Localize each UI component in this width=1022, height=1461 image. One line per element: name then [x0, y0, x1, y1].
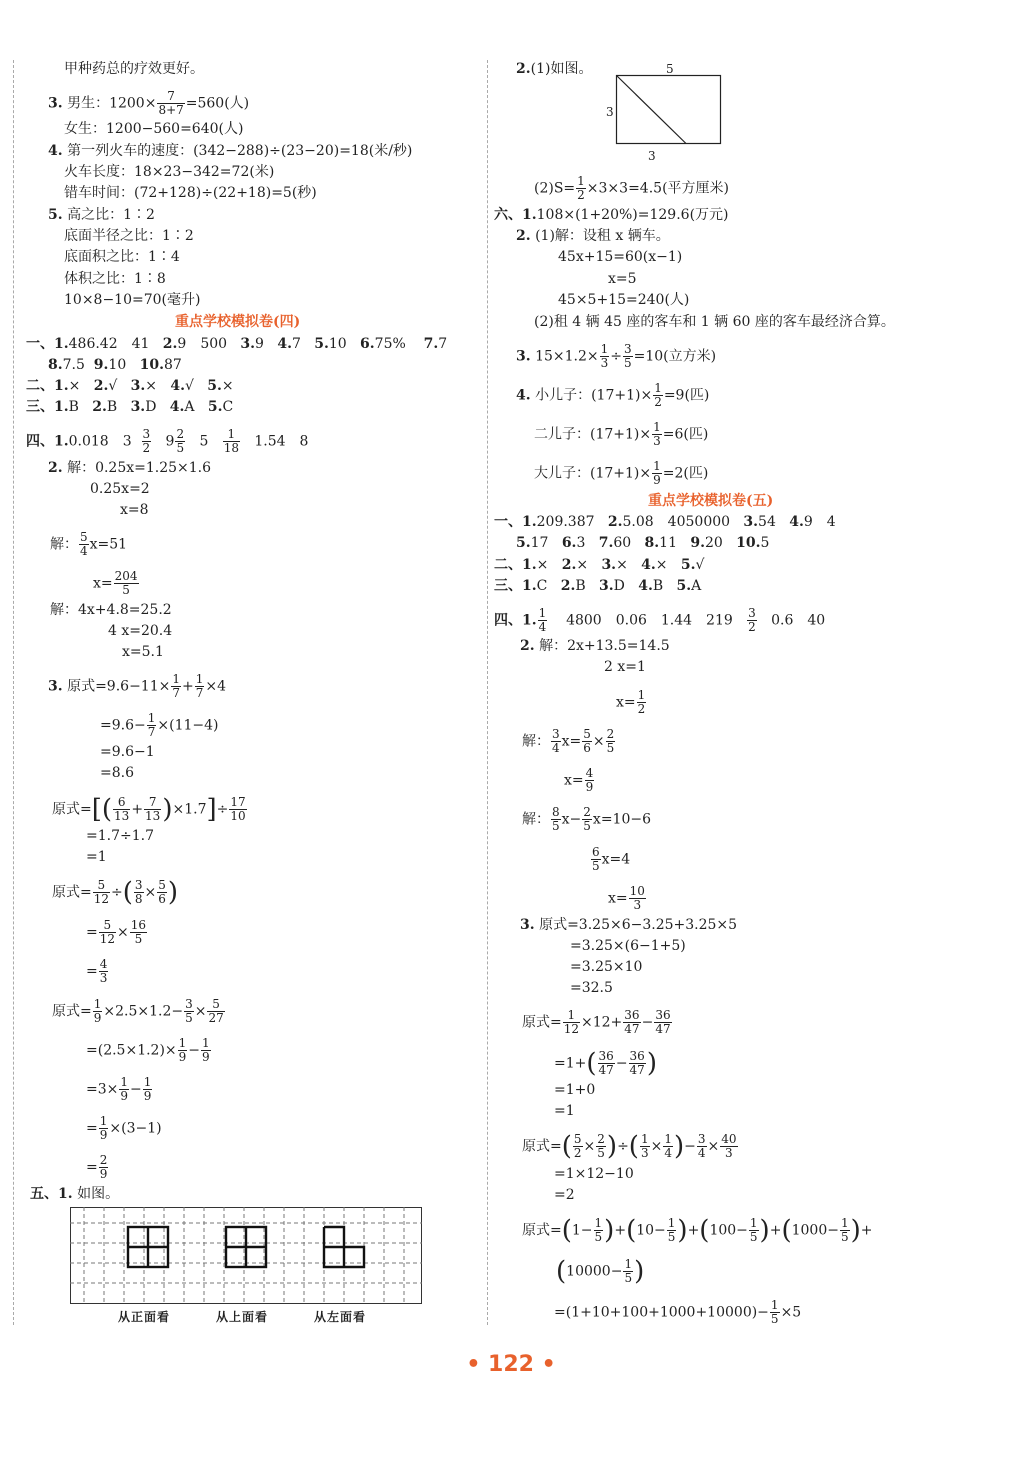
calc-line: =9.6−1 [100, 744, 155, 760]
eq-line: 2. 解：2x+13.5=14.5 [520, 638, 670, 654]
section-6-q4-youngest: 4. 小儿子：(17+1)× $\frac{1}{2}$ =9(匹) [516, 381, 710, 409]
answer-5-height: 5. 高之比：1∶2 [48, 207, 155, 223]
section-6-q2: 2. (1)解：设租 x 辆车。 [516, 228, 670, 244]
answer-4-time: 错车时间：(72+128)÷(22+18)=5(秒) [64, 185, 317, 201]
section-1-answers-cont: 8.7.5 9.10 10.87 [48, 357, 182, 373]
caption-front-view: 从正面看 [118, 1310, 171, 1324]
calc-line: 原式=(1− $\frac{1}{5}$ )+(10− $\frac{1}{5}$ )+(100− $\frac{1}{5}$ )+(1000− $\frac{1}{5}$ )+ [522, 1215, 873, 1246]
calc-line: =9.6− $\frac{1}{7}$ ×(11−4) [100, 711, 219, 739]
eq-line: $\frac{6}{5}$ x=4 [592, 845, 631, 873]
eq-line: x=5.1 [122, 644, 164, 660]
eq-line: x=5 [608, 271, 637, 287]
answer-4-speed: 4. 第一列火车的速度：(342−288)÷(23−20)=18(米/秒) [48, 143, 413, 159]
calc-line: 3. 原式=3.25×6−3.25+3.25×5 [520, 917, 738, 933]
calc-line: =(2.5×1.2)× $\frac{1}{9}$ − $\frac{1}{9}$ [86, 1036, 210, 1064]
answer-3-girls: 女生：1200−560=640(人) [64, 121, 244, 137]
page-number: • 122 • [466, 1352, 556, 1377]
calc-line: =2 [554, 1187, 575, 1203]
answer-5-area: 底面积之比：1∶4 [64, 249, 180, 265]
eq-line: 0.25x=2 [90, 481, 150, 497]
calc-line: =1+( $\frac{36}{47}$ − $\frac{36}{47}$ ) [554, 1048, 657, 1079]
calc-line: 原式= $\frac{1}{12}$ ×12+ $\frac{36}{47}$ − $\frac{36}{47}$ [522, 1008, 671, 1036]
calc-line: = $\frac{1}{9}$ ×(3−1) [86, 1114, 162, 1142]
section-4-answers: 四、1.0.018 3 $\frac{3}{2}$ 9 $\frac{2}{5}$ 5 $\frac{1}{18}$ 1.54 8 [26, 427, 309, 455]
eq-line: 解： $\frac{5}{4}$ x=51 [50, 530, 128, 558]
section-6-q1: 六、1.108×(1+20%)=129.6(万元) [494, 207, 729, 223]
answer-5-volume: 体积之比：1∶8 [64, 271, 166, 287]
eq-line: x= $\frac{10}{3}$ [608, 884, 645, 912]
calc-line: =1 [86, 849, 107, 865]
caption-top-view: 从上面看 [216, 1310, 269, 1324]
answer-2-figure: 2.(1)如图。 [516, 61, 593, 77]
calc-line: = $\frac{5}{12}$ × $\frac{16}{5}$ [86, 918, 147, 946]
calc-line: =32.5 [570, 980, 613, 996]
section-6-q4-second: 二儿子：(17+1)× $\frac{1}{3}$ =6(匹) [534, 420, 709, 448]
t-section-1-answers-cont: 5.17 6.3 7.60 8.11 9.20 10.5 [516, 535, 770, 551]
eq-line: 解： $\frac{3}{4}$ x= $\frac{5}{6}$ × $\frac{2}{5}$ [522, 727, 615, 755]
calc-line: 原式= $\frac{5}{12}$ ÷( $\frac{3}{8}$ × $\frac{5}{6}$ ) [52, 877, 179, 908]
right-column [490, 0, 1022, 1330]
eq-line: x=8 [120, 502, 149, 518]
eq-line: 2 x=1 [604, 659, 646, 675]
calc-line: =1.7÷1.7 [86, 828, 154, 844]
calc-line: (10000− $\frac{1}{5}$ ) [556, 1256, 645, 1287]
answer-4-length: 火车长度：18×23−342=72(米) [64, 164, 275, 180]
rect-label-bottom: 3 [648, 149, 656, 163]
calc-line: 原式=( $\frac{5}{2}$ × $\frac{2}{5}$ )÷( $\frac{1}{3}$ × $\frac{1}{4}$ )− $\frac{3}{4}$ × $\frac{40}{3}$ [522, 1131, 737, 1162]
t-section-2-answers: 二、1.× 2.× 3.× 4.× 5.√ [494, 557, 705, 573]
answer-3-boys: 3. 男生：1200× $\frac{7}{8+7}$ =560(人) [48, 89, 250, 117]
calc-line: =3.25×10 [570, 959, 643, 975]
calc-line: =3.25×(6−1+5) [570, 938, 686, 954]
eq-line: 45x+15=60(x−1) [558, 249, 683, 265]
calc-line: = $\frac{4}{3}$ [86, 957, 108, 985]
calc-line: 3. 原式=9.6−11× $\frac{1}{7}$ + $\frac{1}{7}$ ×4 [48, 672, 227, 700]
area-calc: (2)S= $\frac{1}{2}$ ×3×3=4.5(平方厘米) [534, 174, 729, 202]
section-title-4: 重点学校模拟卷(四) [175, 314, 301, 330]
left-column [0, 0, 490, 1330]
calc-line: = $\frac{2}{9}$ [86, 1153, 108, 1181]
eq-line: 45×5+15=240(人) [558, 292, 690, 308]
text-line: 甲种药总的疗效更好。 [64, 61, 204, 77]
t-section-4-answers: 四、1. $\frac{1}{4}$ 4800 0.06 1.44 219 $\frac{3}{2}$ 0.6 40 [494, 606, 826, 634]
calc-line: =8.6 [100, 765, 134, 781]
calc-line: =1×12−10 [554, 1166, 634, 1182]
t-section-3-answers: 三、1.C 2.B 3.D 4.B 5.A [494, 578, 702, 594]
answer-5-calc: 10×8−10=70(毫升) [64, 292, 201, 308]
calc-line: =1+0 [554, 1082, 596, 1098]
calc-line: =3× $\frac{1}{9}$ − $\frac{1}{9}$ [86, 1075, 152, 1103]
answer-5-radius: 底面半径之比：1∶2 [64, 228, 194, 244]
calc-line: 原式=[( $\frac{6}{13}$ + $\frac{7}{13}$ )×1.7]÷ $\frac{17}{10}$ [52, 794, 246, 825]
section-5-answer: 五、1. 如图。 [30, 1186, 120, 1202]
section-title-5: 重点学校模拟卷(五) [648, 493, 774, 509]
section-3-answers: 三、1.B 2.B 3.D 4.A 5.C [26, 399, 234, 415]
calc-line: =1 [554, 1103, 575, 1119]
eq-line: 2. 解：0.25x=1.25×1.6 [48, 460, 212, 476]
rect-label-left: 3 [606, 105, 614, 119]
eq-line: x= $\frac{1}{2}$ [616, 688, 646, 716]
eq-line: x= $\frac{4}{9}$ [564, 766, 594, 794]
section-1-answers: 一、1.486.42 41 2.9 500 3.9 4.7 5.10 6.75% 7.7 [26, 336, 448, 352]
calc-line: 原式= $\frac{1}{9}$ ×2.5×1.2− $\frac{3}{5}$ × $\frac{5}{27}$ [52, 997, 224, 1025]
section-2-answers: 二、1.× 2.√ 3.× 4.√ 5.× [26, 378, 234, 394]
caption-left-view: 从左面看 [314, 1310, 367, 1324]
eq-line: 4 x=20.4 [108, 623, 173, 639]
eq-line: x= $\frac{204}{5}$ [93, 569, 138, 597]
eq-line: 解： $\frac{8}{5}$ x− $\frac{2}{5}$ x=10−6 [522, 805, 651, 833]
section-6-q4-eldest: 大儿子：(17+1)× $\frac{1}{9}$ =2(匹) [534, 459, 709, 487]
t-section-1-answers: 一、1.209.387 2.5.08 4050000 3.54 4.9 4 [494, 514, 836, 530]
three-view-grid [70, 1207, 422, 1305]
section-6-q3: 3. 15×1.2× $\frac{1}{3}$ ÷ $\frac{3}{5}$ =10(立方米) [516, 342, 717, 370]
rect-label-top: 5 [666, 62, 674, 76]
calc-line: =(1+10+100+1000+10000)− $\frac{1}{5}$ ×5 [554, 1298, 802, 1326]
section-6-q2-conclusion: (2)租 4 辆 45 座的客车和 1 辆 60 座的客车最经济合算。 [534, 314, 895, 330]
eq-line: 解：4x+4.8=25.2 [50, 602, 172, 618]
